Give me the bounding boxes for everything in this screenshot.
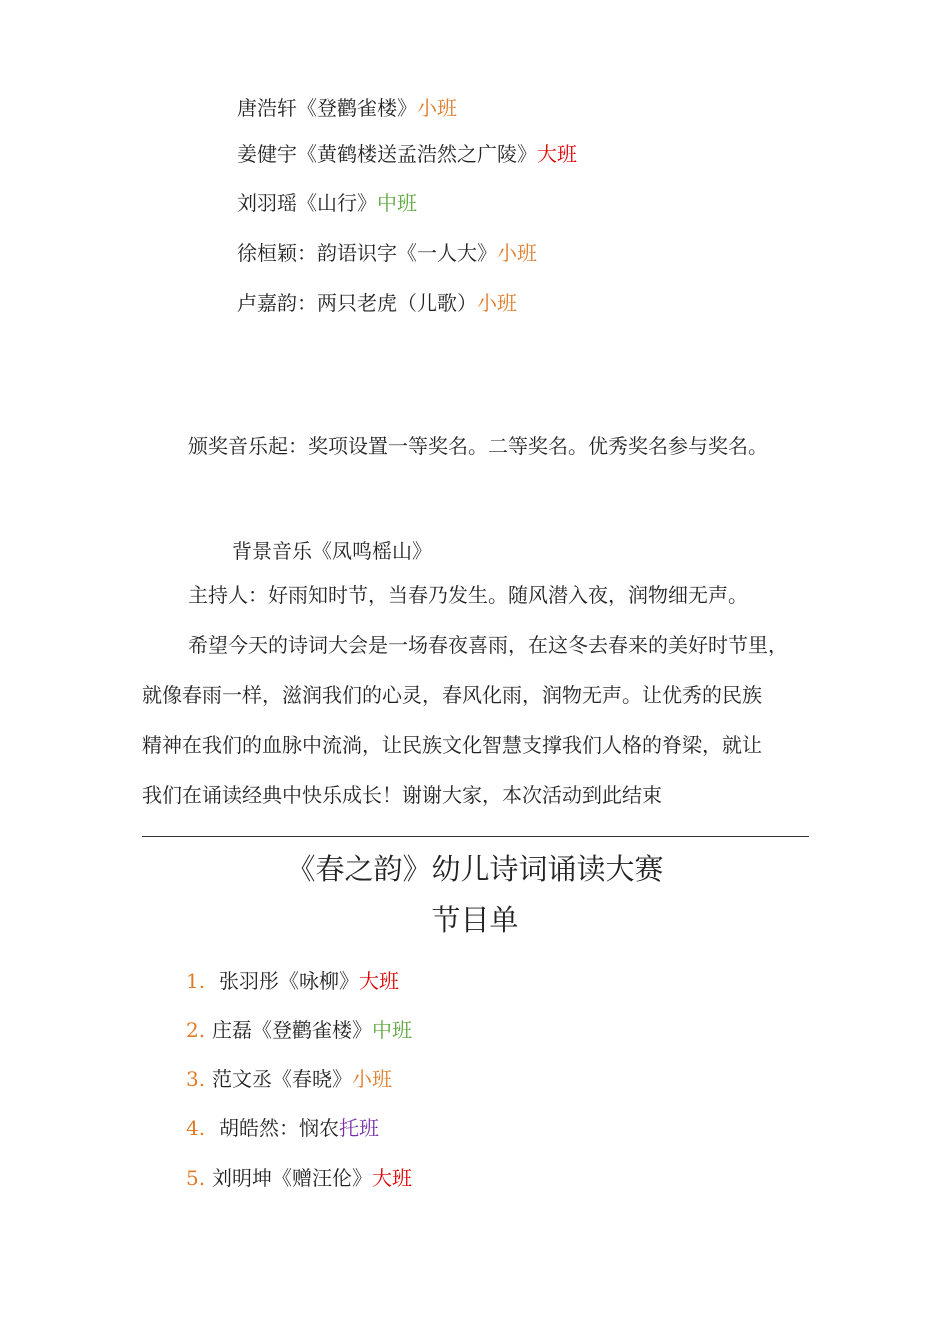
performer-text: 范文丞《春晓》 (212, 1067, 352, 1091)
page-title: 《春之韵》幼儿诗词诵读大赛 (286, 852, 664, 886)
performer-text: 庄磊《登鹳雀楼》 (212, 1018, 372, 1042)
program-item (186, 1065, 392, 1093)
performer-text: 卢嘉韵：两只老虎（儿歌） (237, 291, 477, 315)
program-item (186, 1164, 412, 1192)
item-number: 5. (186, 1166, 206, 1190)
class-label: 中班 (377, 191, 417, 215)
class-label: 小班 (477, 291, 517, 315)
item-number: 3. (186, 1067, 206, 1091)
program-item (186, 1114, 379, 1142)
program-item (186, 1016, 412, 1044)
page-subtitle: 节目单 (431, 903, 519, 937)
award-line: 颁奖音乐起：奖项设置一等奖名。二等奖名。优秀奖名参与奖名。 (188, 434, 768, 458)
closing-paragraph-line: 精神在我们的血脉中流淌，让民族文化智慧支撑我们人格的脊梁，就让 (142, 733, 762, 757)
list-item (237, 239, 537, 267)
class-label: 小班 (417, 96, 457, 120)
item-number: 1. (186, 969, 206, 993)
item-number: 2. (186, 1018, 206, 1042)
performer-text: 姜健宇《黄鹤楼送孟浩然之广陵》 (237, 142, 537, 166)
class-label: 大班 (359, 969, 399, 993)
class-label: 托班 (339, 1116, 379, 1140)
host-line: 主持人：好雨知时节，当春乃发生。随风潜入夜，润物细无声。 (188, 583, 748, 607)
closing-paragraph-line: 就像春雨一样，滋润我们的心灵，春风化雨，润物无声。让优秀的民族 (142, 683, 762, 707)
performer-text: 刘羽瑶《山行》 (237, 191, 377, 215)
closing-paragraph-line: 我们在诵读经典中快乐成长！谢谢大家，本次活动到此结束 (142, 783, 662, 807)
list-item (237, 189, 417, 217)
class-label: 中班 (372, 1018, 412, 1042)
program-item (186, 967, 399, 995)
closing-paragraph-line: 希望今天的诗词大会是一场春夜喜雨，在这冬去春来的美好时节里， (188, 633, 788, 657)
class-label: 小班 (352, 1067, 392, 1091)
performer-text: 唐浩轩《登鹳雀楼》 (237, 96, 417, 120)
class-label: 大班 (537, 142, 577, 166)
performer-text: 胡皓然：悯农 (219, 1116, 339, 1140)
performer-text: 徐桓颖：韵语识字《一人大》 (237, 241, 497, 265)
divider (142, 836, 809, 837)
class-label: 大班 (372, 1166, 412, 1190)
performer-text: 刘明坤《赠汪伦》 (212, 1166, 372, 1190)
item-number: 4. (186, 1116, 206, 1140)
list-item (237, 289, 517, 317)
background-music: 背景音乐《凤鸣榣山》 (232, 539, 432, 563)
performer-text: 张羽彤《咏柳》 (219, 969, 359, 993)
list-item (237, 140, 577, 168)
class-label: 小班 (497, 241, 537, 265)
list-item (237, 94, 457, 122)
